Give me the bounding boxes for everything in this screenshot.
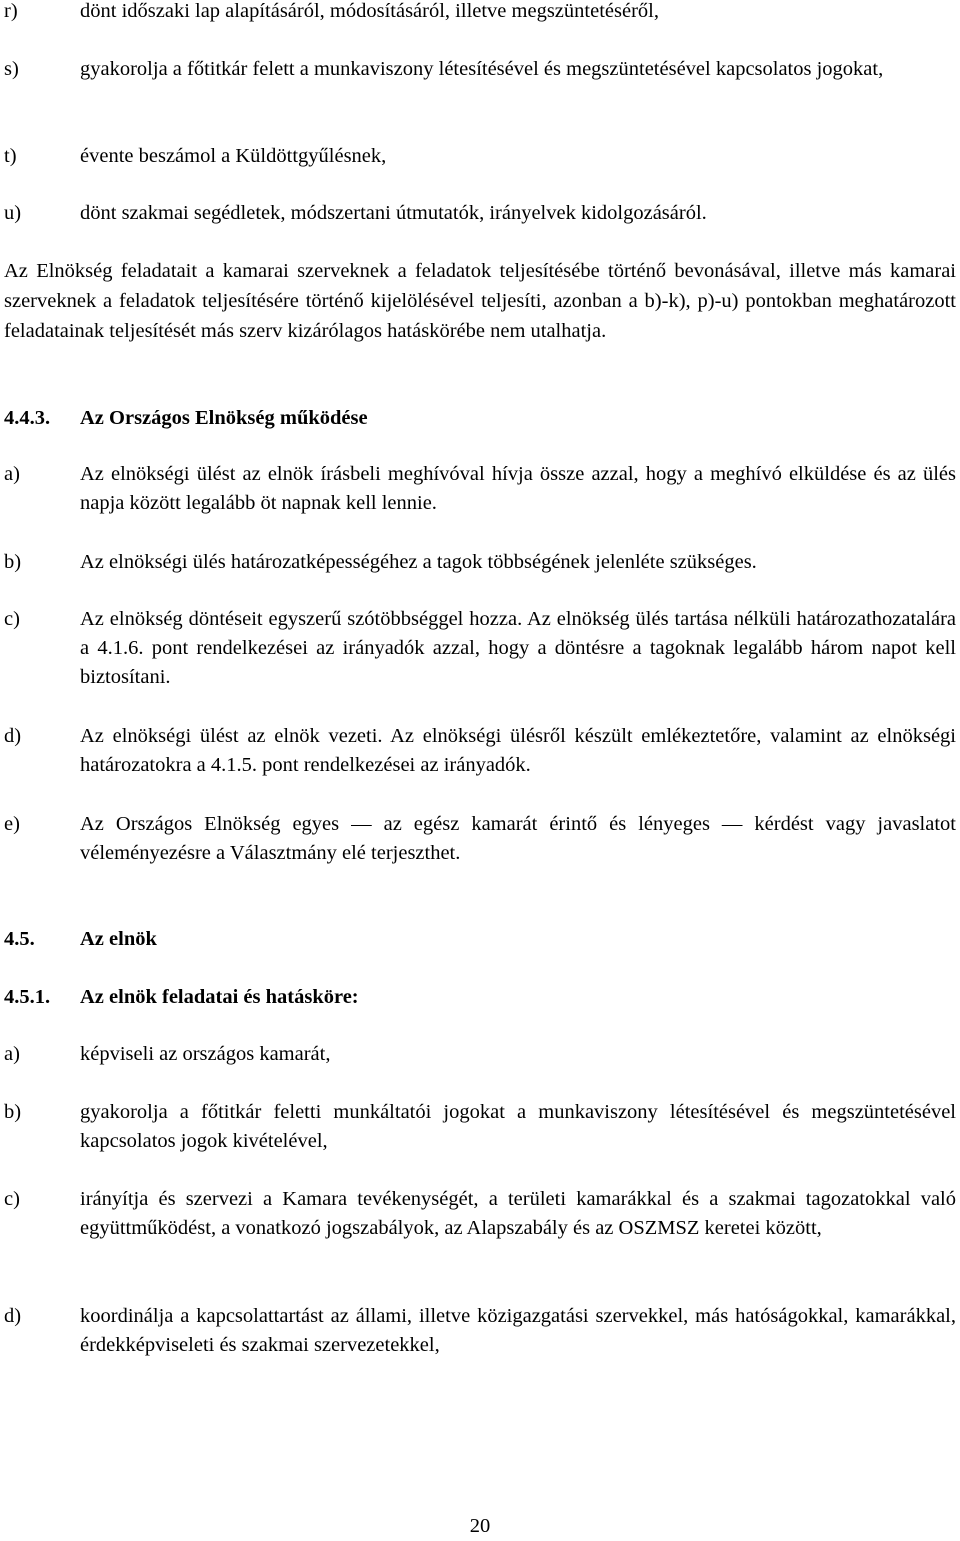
list-marker: e) — [4, 813, 20, 835]
list-marker: b) — [4, 1101, 22, 1123]
list-item-text: irányítja és szervezi a Kamara tevékenységét, a területi kamarákkal és a szakmai tagozatokkal való együttműködést, a vonatkozó jogszabályok, az Alapszabály és az OSZMSZ keretei között, — [80, 1188, 956, 1239]
list-item-t — [4, 142, 956, 171]
list-marker: c) — [4, 608, 20, 630]
section-number: 4.5.1. — [4, 986, 51, 1008]
list-item-c — [4, 1185, 956, 1243]
list-item-b — [4, 548, 956, 577]
section-number: 4.4.3. — [4, 407, 51, 429]
list-marker: d) — [4, 1305, 22, 1327]
page-number: 20 — [469, 1515, 491, 1537]
list-marker: b) — [4, 551, 22, 573]
list-marker: u) — [4, 202, 22, 224]
list-item-text: dönt szakmai segédletek, módszertani útmutatók, irányelvek kidolgozásáról. — [80, 202, 707, 224]
list-item-a — [4, 460, 956, 518]
list-item-text: dönt időszaki lap alapításáról, módosításáról, illetve megszüntetéséről, — [80, 0, 659, 22]
list-item-u — [4, 199, 956, 228]
list-item-text: gyakorolja a főtitkár feletti munkáltatói jogokat a munkaviszony létesítésével és megszüntetésével kapcsolatos jogok kivételével, — [80, 1101, 956, 1152]
list-item-text: gyakorolja a főtitkár felett a munkaviszony létesítésével és megszüntetésével kapcsolatos jogokat, — [80, 58, 884, 80]
list-item-text: Az elnökség döntéseit egyszerű szótöbbséggel hozza. Az elnökség ülés tartása nélküli határozathozatalára a 4.1.6. pont rendelkezései az irányadók azzal, hogy a döntésre a tagoknak legalább három napot kell biztosítani. — [80, 608, 956, 688]
list-item-d — [4, 1302, 956, 1360]
section-number: 4.5. — [4, 928, 35, 950]
list-item-text: évente beszámol a Küldöttgyűlésnek, — [80, 145, 387, 167]
list-item-a — [4, 1040, 956, 1069]
list-item-text: Az elnökségi ülést az elnök vezeti. Az elnökségi ülésről készült emlékeztetőre, valamint az elnökségi határozatokra a 4.1.5. pont rendelkezései az irányadók. — [80, 725, 956, 776]
list-marker: r) — [4, 0, 18, 22]
list-item-r — [4, 0, 956, 26]
list-item-e — [4, 810, 956, 868]
section-heading-4-4-3 — [4, 404, 956, 433]
list-marker: t) — [4, 145, 17, 167]
list-marker: a) — [4, 1043, 20, 1065]
body-paragraph: Az Elnökség feladatait a kamarai szerveknek a feladatok teljesítésébe történő bevonásával, illetve más kamarai szerveknek a feladatok teljesítésére történő kijelölésével teljesíti, azonban a b)-k), p)-u) pontokban meghatározott feladatainak teljesítését más szerv kizárólagos hatáskörébe nem utalhatja. — [4, 260, 956, 342]
section-heading-4-5 — [4, 925, 956, 954]
list-item-c — [4, 605, 956, 692]
section-title: Az elnök — [80, 928, 157, 950]
list-item-b — [4, 1098, 956, 1156]
list-item-d — [4, 722, 956, 780]
list-item-text: képviseli az országos kamarát, — [80, 1043, 331, 1065]
list-item-text: Az Országos Elnökség egyes ― az egész kamarát érintő és lényeges ― kérdést vagy javaslatot véleményezésre a Választmány elé terjeszthet. — [80, 813, 956, 864]
section-title: Az elnök feladatai és hatásköre: — [80, 986, 359, 1008]
list-marker: c) — [4, 1188, 20, 1210]
list-item-text: koordinálja a kapcsolattartást az állami, illetve közigazgatási szervekkel, más hatóságokkal, kamarákkal, érdekképviseleti és szakmai szervezetekkel, — [80, 1305, 956, 1356]
list-marker: a) — [4, 463, 20, 485]
list-item-text: Az elnökségi ülést az elnök írásbeli meghívóval hívja össze azzal, hogy a meghívó elküldése és az ülés napja között legalább öt napnak kell lennie. — [80, 463, 956, 514]
section-title: Az Országos Elnökség működése — [80, 407, 368, 429]
list-item-s — [4, 55, 956, 84]
list-marker: s) — [4, 58, 19, 80]
list-item-text: Az elnökségi ülés határozatképességéhez a tagok többségének jelenléte szükséges. — [80, 551, 757, 573]
list-marker: d) — [4, 725, 22, 747]
section-heading-4-5-1 — [4, 983, 956, 1012]
